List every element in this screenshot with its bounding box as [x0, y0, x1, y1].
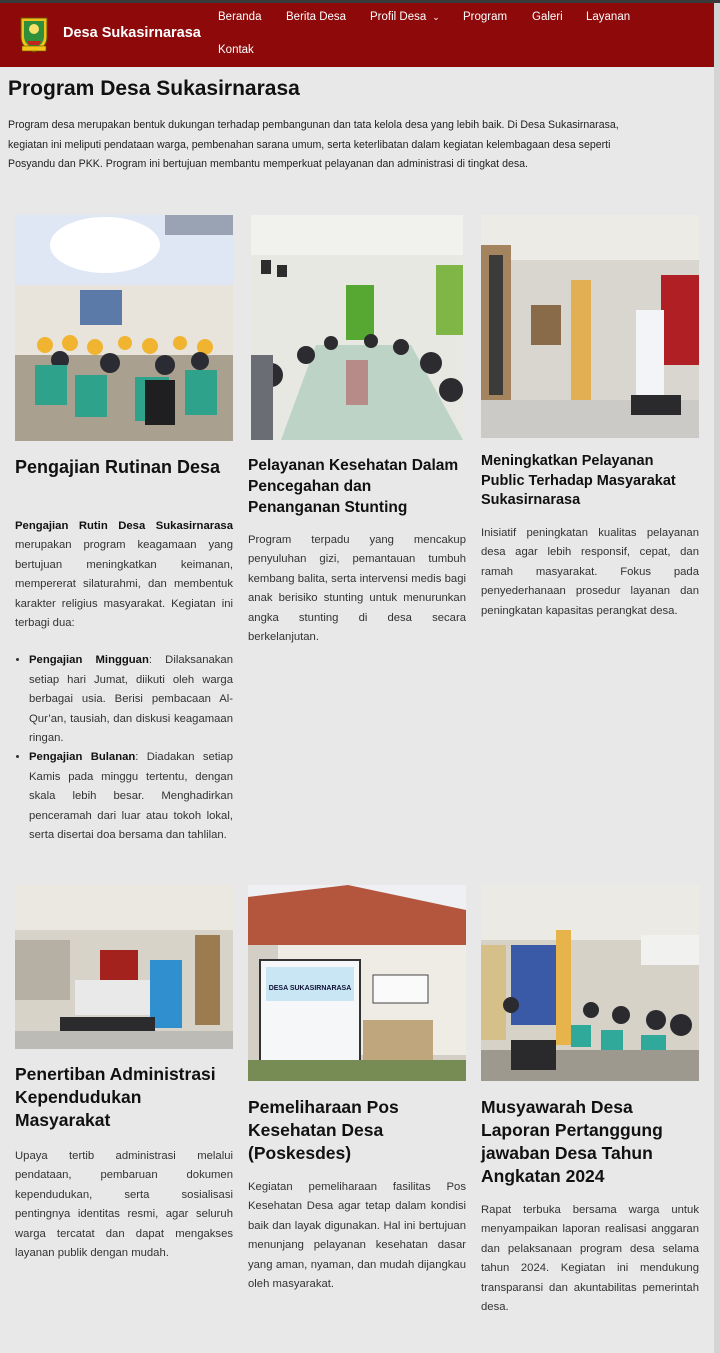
nav-kontak[interactable]: Kontak — [218, 44, 254, 56]
card-body: Inisiatif peningkatan kualitas pelayanan desa agar lebih responsif, cepat, dan ramah masyarakat. Fokus pada penyederhanaan prosedur layanan dan peningkatan kapasitas perangkat desa. — [481, 527, 699, 617]
poskesdes-photo — [248, 885, 466, 1081]
site-header — [0, 3, 714, 67]
card-title: Musyawarah Desa Laporan Pertanggung jawaban Desa Tahun Angkatan 2024 — [481, 1097, 663, 1186]
stunting-photo — [251, 215, 463, 440]
page-title: Program Desa Sukasirnarasa — [8, 77, 300, 100]
site-name-link[interactable]: Desa Sukasirnarasa — [63, 25, 201, 41]
card-body: Rapat terbuka bersama warga untuk menyampaikan laporan realisasi anggaran dan pelaksanaan program desa selama tahun 2024. Kegiatan ini mendukung transparansi dan akuntabilitas pemerintah desa. — [481, 1204, 699, 1314]
card-lead-bold: Pengajian Rutin Desa Sukasirnarasa — [15, 520, 233, 532]
list-item-text: : Dilaksanakan setiap hari Jumat, diikuti oleh warga berbagai usia. Berisi pembacaan Al-Qur’an, tausiah, dan diskusi keagamaan ringan. — [29, 654, 233, 745]
pengajian-photo — [15, 215, 233, 441]
card-body: Kegiatan pemeliharaan fasilitas Pos Kesehatan Desa agar tetap dalam kondisi baik dan layak digunakan. Hal ini bertujuan menunjang pelayanan kesehatan dasar yang aman, nyaman, dan mudah dijangkau oleh masyarakat. — [248, 1181, 466, 1291]
card-body: Program terpadu yang mencakup penyuluhan gizi, pemantauan tumbuh kembang balita, serta intervensi medis bagi anak berisiko stunting untuk menurunkan angka stunting di desa secara berkelanjutan. — [248, 534, 466, 644]
nav-program[interactable]: Program — [463, 11, 508, 23]
chevron-down-icon: ⌄ — [432, 12, 440, 22]
intro-line: Posyandu dan PKK. Program ini bertujuan membantu memperkuat pelayanan dan administrasi di tingkat desa. — [8, 158, 528, 171]
list-item-title: Pengajian Mingguan — [29, 654, 149, 667]
list-item-title: Pengajian Bulanan — [29, 751, 136, 764]
card-title: Pengajian Rutinan Desa — [15, 457, 221, 477]
village-emblem-icon[interactable] — [18, 15, 50, 53]
intro-line: kegiatan ini meliputi pendataan warga, pembenahan sarana umum, serta keterlibatan dalam kegiatan kelembagaan desa seperti — [8, 138, 611, 151]
pelayanan-public-photo — [481, 215, 699, 438]
page-intro — [8, 116, 688, 175]
nav-galeri[interactable]: Galeri — [532, 11, 563, 23]
card-title: Pelayanan Kesehatan Dalam Pencegahan dan Penanganan Stunting — [248, 457, 459, 516]
card-title: Pemeliharaan Pos Kesehatan Desa (Poskesdes) — [248, 1097, 399, 1163]
poskesdes-sign-text: DESA SUKASIRNARASA — [268, 985, 352, 992]
list-item — [29, 748, 233, 845]
list-item — [29, 651, 233, 748]
page-scrollbar[interactable] — [714, 3, 720, 1353]
nav-profil-desa[interactable] — [370, 11, 440, 23]
list-item-text: : Diadakan setiap Kamis pada minggu tertentu, dengan skala lebih besar. Menghadirkan penceramah dari luar atau tokoh lokal, serta disertai doa bersama dan tahlilan. — [29, 751, 233, 842]
card-title: Penertiban Administrasi Kependudukan Masyarakat — [15, 1064, 216, 1130]
musyawarah-photo — [481, 885, 699, 1081]
pengajian-list — [15, 651, 233, 845]
card-body — [15, 517, 233, 846]
nav-profil-desa-label: Profil Desa — [370, 11, 427, 23]
card-body: Upaya tertib administrasi melalui pendataan, pembaruan dokumen kependudukan, serta sosialisasi pentingnya identitas resmi, agar seluruh warga tercatat dan dapat mengakses layanan publik dengan mudah. — [15, 1150, 233, 1260]
nav-berita-desa[interactable]: Berita Desa — [286, 11, 347, 23]
administrasi-photo — [15, 885, 233, 1049]
card-title: Meningkatkan Pelayanan Public Terhadap Masyarakat Sukasirnarasa — [481, 453, 676, 508]
nav-layanan[interactable]: Layanan — [586, 11, 631, 23]
card-lead-text: merupakan program keagamaan yang bertujuan meningkatkan keimanan, mempererat silaturahmi, dan membentuk karakter religius masyarakat. Kegiatan ini terbagi dua: — [15, 539, 233, 630]
nav-beranda[interactable]: Beranda — [218, 11, 262, 23]
intro-line: Program desa merupakan bentuk dukungan terhadap pembangunan dan tata kelola desa yang lebih baik. Di Desa Sukasirnarasa, — [8, 119, 619, 131]
